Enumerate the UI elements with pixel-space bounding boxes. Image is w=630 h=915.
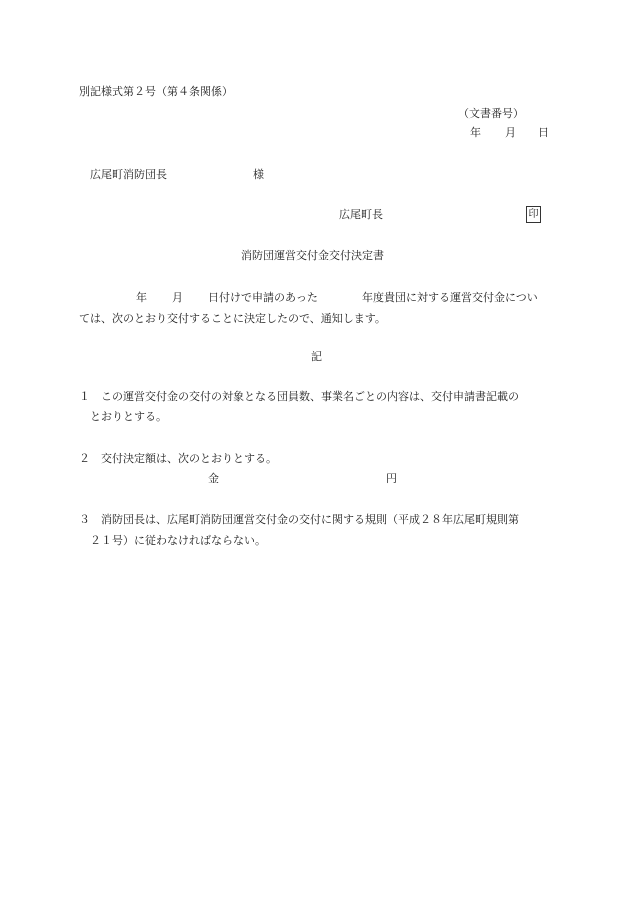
intro-line2: ては、次のとおり交付することに決定したので、通知します。	[79, 312, 386, 325]
date-year: 年	[470, 126, 481, 139]
amount-unit: 円	[386, 472, 397, 485]
item1-number: １	[79, 390, 90, 403]
addressee-name: 広尾町消防団長	[90, 168, 167, 181]
intro-month: 月	[172, 291, 183, 304]
date-day: 日	[538, 126, 549, 139]
item1-line2: とおりとする。	[90, 410, 167, 423]
amount-prefix: 金	[208, 472, 219, 485]
document-number: （文書番号）	[458, 107, 524, 120]
addressee-honorific: 様	[253, 168, 264, 181]
item3-number: ３	[79, 513, 90, 526]
ki-heading: 記	[311, 350, 322, 363]
item1-line1: この運営交付金の交付の対象となる団員数、事業名ごとの内容は、交付申請書記載の	[101, 390, 519, 403]
page-title: 消防団運営交付金交付決定書	[241, 249, 384, 262]
intro-year: 年	[136, 291, 147, 304]
form-label: 別記様式第２号（第４条関係）	[79, 85, 233, 98]
intro-fiscal-text: 年度貴団に対する運営交付金につい	[362, 291, 538, 304]
date-month: 月	[505, 126, 516, 139]
item2-text: 交付決定額は、次のとおりとする。	[101, 452, 277, 465]
intro-date-text: 日付けで申請のあった	[208, 291, 318, 304]
item2-number: ２	[79, 452, 90, 465]
seal-stamp: 印	[526, 206, 541, 223]
item3-line1: 消防団長は、広尾町消防団運営交付金の交付に関する規則（平成２８年広尾町規則第	[101, 513, 519, 526]
issuer-name: 広尾町長	[339, 208, 383, 221]
item3-line2: ２１号）に従わなければならない。	[90, 534, 266, 547]
